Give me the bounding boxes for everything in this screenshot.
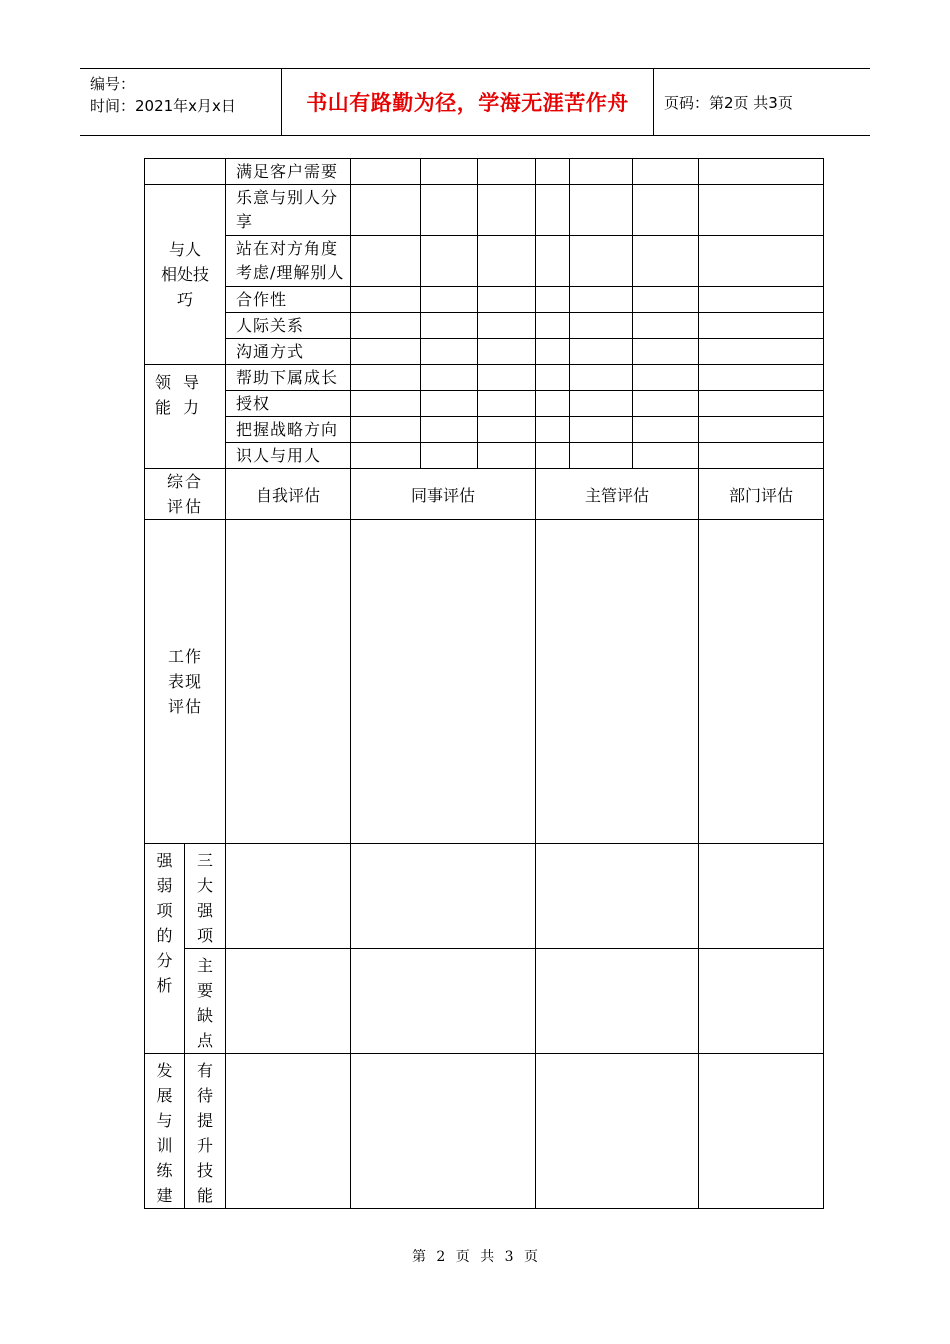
skills-label-cell — [185, 1054, 226, 1209]
page-footer: 第 2 页 共 3 页 — [411, 1249, 539, 1265]
score-cell[interactable] — [351, 313, 421, 339]
department-eval-cell[interactable] — [699, 949, 824, 1054]
score-cell[interactable] — [421, 287, 478, 313]
table-row — [145, 391, 824, 417]
score-cell[interactable] — [570, 313, 633, 339]
table-row — [145, 520, 824, 844]
score-cell[interactable] — [633, 287, 699, 313]
table-row — [145, 443, 824, 469]
score-cell[interactable] — [421, 443, 478, 469]
item-label: 帮助下属成长 — [226, 365, 351, 391]
score-cell[interactable] — [478, 391, 536, 417]
manager-eval-cell[interactable] — [536, 520, 699, 844]
item-label: 沟通方式 — [226, 339, 351, 365]
score-cell[interactable] — [421, 391, 478, 417]
score-cell[interactable] — [536, 391, 570, 417]
manager-eval-cell[interactable] — [536, 844, 699, 949]
score-cell[interactable] — [536, 443, 570, 469]
score-cell[interactable] — [536, 417, 570, 443]
peer-eval-cell[interactable] — [351, 949, 536, 1054]
score-cell[interactable] — [699, 185, 824, 236]
score-cell[interactable] — [699, 159, 824, 185]
category-interpersonal — [145, 185, 226, 365]
score-cell[interactable] — [570, 236, 633, 287]
motto: 书山有路勤为径，学海无涯苦作舟 — [281, 69, 654, 135]
score-cell[interactable] — [699, 287, 824, 313]
score-cell[interactable] — [570, 365, 633, 391]
table-row — [145, 185, 824, 236]
item-label: 合作性 — [226, 287, 351, 313]
score-cell[interactable] — [536, 159, 570, 185]
score-cell[interactable] — [421, 365, 478, 391]
score-cell[interactable] — [421, 339, 478, 365]
strength-weakness-label-cell — [145, 844, 185, 1054]
score-cell[interactable] — [633, 365, 699, 391]
score-cell[interactable] — [351, 365, 421, 391]
score-cell[interactable] — [699, 313, 824, 339]
score-cell[interactable] — [699, 417, 824, 443]
column-header-manager: 主管评估 — [536, 469, 699, 520]
score-cell[interactable] — [536, 287, 570, 313]
score-cell[interactable] — [351, 236, 421, 287]
table-row — [145, 365, 824, 391]
score-cell[interactable] — [536, 365, 570, 391]
score-cell[interactable] — [570, 159, 633, 185]
score-cell[interactable] — [478, 365, 536, 391]
item-label: 授权 — [226, 391, 351, 417]
number-label: 编号： — [90, 75, 136, 93]
summary-label: 综合评估 — [166, 472, 203, 516]
score-cell[interactable] — [478, 443, 536, 469]
score-cell[interactable] — [633, 339, 699, 365]
table-row — [145, 1054, 824, 1209]
department-eval-cell[interactable] — [699, 1054, 824, 1209]
score-cell[interactable] — [633, 236, 699, 287]
category-leadership — [145, 365, 226, 469]
score-cell[interactable] — [570, 443, 633, 469]
score-cell[interactable] — [633, 417, 699, 443]
score-cell[interactable] — [699, 236, 824, 287]
column-header-peer: 同事评估 — [351, 469, 536, 520]
header-meta — [80, 69, 281, 135]
item-label: 识人与用人 — [226, 443, 351, 469]
score-cell[interactable] — [421, 417, 478, 443]
strengths-label: 三大强项 — [196, 851, 213, 945]
score-cell[interactable] — [699, 339, 824, 365]
table-row — [145, 844, 824, 949]
item-label: 满足客户需要 — [226, 159, 351, 185]
score-cell[interactable] — [478, 417, 536, 443]
score-cell[interactable] — [351, 185, 421, 236]
score-cell[interactable] — [570, 185, 633, 236]
date-label: 时间：2021年x月x日 — [90, 97, 236, 115]
score-cell[interactable] — [536, 313, 570, 339]
table-row — [145, 417, 824, 443]
strengths-label-cell — [185, 844, 226, 949]
score-cell[interactable] — [421, 159, 478, 185]
score-cell[interactable] — [478, 313, 536, 339]
score-cell[interactable] — [351, 159, 421, 185]
development-label-cell — [145, 1054, 185, 1209]
column-header-department: 部门评估 — [699, 469, 824, 520]
score-cell[interactable] — [699, 391, 824, 417]
score-cell[interactable] — [570, 391, 633, 417]
column-header-self: 自我评估 — [226, 469, 351, 520]
score-cell[interactable] — [633, 313, 699, 339]
self-eval-cell[interactable] — [226, 949, 351, 1054]
peer-eval-cell[interactable] — [351, 844, 536, 949]
score-cell[interactable] — [351, 443, 421, 469]
score-cell[interactable] — [478, 236, 536, 287]
table-row — [145, 287, 824, 313]
score-cell[interactable] — [570, 339, 633, 365]
score-cell[interactable] — [478, 339, 536, 365]
item-label: 把握战略方向 — [226, 417, 351, 443]
development-label: 发展与训练建 — [156, 1061, 173, 1205]
page-info: 页码：第2页 共3页 — [664, 93, 793, 112]
self-eval-cell[interactable] — [226, 520, 351, 844]
item-label: 站在对方角度考虑/理解别人 — [226, 236, 351, 287]
score-cell[interactable] — [699, 365, 824, 391]
score-cell[interactable] — [421, 185, 478, 236]
score-cell[interactable] — [351, 417, 421, 443]
strength-weakness-label: 强弱项的分析 — [156, 851, 173, 995]
score-cell[interactable] — [351, 287, 421, 313]
score-cell[interactable] — [351, 339, 421, 365]
score-cell[interactable] — [536, 185, 570, 236]
score-cell[interactable] — [478, 159, 536, 185]
score-cell[interactable] — [570, 287, 633, 313]
summary-header-row — [145, 469, 824, 520]
score-cell[interactable] — [633, 391, 699, 417]
score-cell[interactable] — [351, 391, 421, 417]
item-label: 人际关系 — [226, 313, 351, 339]
table-row — [145, 949, 824, 1054]
manager-eval-cell[interactable] — [536, 949, 699, 1054]
summary-label-cell — [145, 469, 226, 520]
department-eval-cell[interactable] — [699, 520, 824, 844]
peer-eval-cell[interactable] — [351, 520, 536, 844]
category-label: 领导能力 — [155, 373, 212, 417]
table-row — [145, 236, 824, 287]
department-eval-cell[interactable] — [699, 844, 824, 949]
document-header — [80, 68, 870, 136]
manager-eval-cell[interactable] — [536, 1054, 699, 1209]
table-row — [145, 339, 824, 365]
self-eval-cell[interactable] — [226, 1054, 351, 1209]
score-cell[interactable] — [633, 185, 699, 236]
score-cell[interactable] — [633, 159, 699, 185]
score-cell[interactable] — [633, 443, 699, 469]
score-cell[interactable] — [421, 313, 478, 339]
weaknesses-label-cell — [185, 949, 226, 1054]
weaknesses-label: 主要缺点 — [196, 956, 213, 1050]
score-cell[interactable] — [536, 339, 570, 365]
score-cell[interactable] — [570, 417, 633, 443]
score-cell[interactable] — [536, 236, 570, 287]
performance-label: 工作表现评估 — [168, 647, 203, 716]
performance-label-cell — [145, 520, 226, 844]
score-cell[interactable] — [478, 185, 536, 236]
skills-label: 有待提升技能 — [196, 1061, 213, 1205]
evaluation-table — [144, 158, 824, 1209]
category-label: 与人 相处技 巧 — [160, 240, 209, 309]
score-cell[interactable] — [421, 236, 478, 287]
self-eval-cell[interactable] — [226, 844, 351, 949]
score-cell[interactable] — [478, 287, 536, 313]
table-row — [145, 159, 824, 185]
score-cell[interactable] — [699, 443, 824, 469]
peer-eval-cell[interactable] — [351, 1054, 536, 1209]
item-label: 乐意与别人分享 — [226, 185, 351, 236]
table-row — [145, 313, 824, 339]
